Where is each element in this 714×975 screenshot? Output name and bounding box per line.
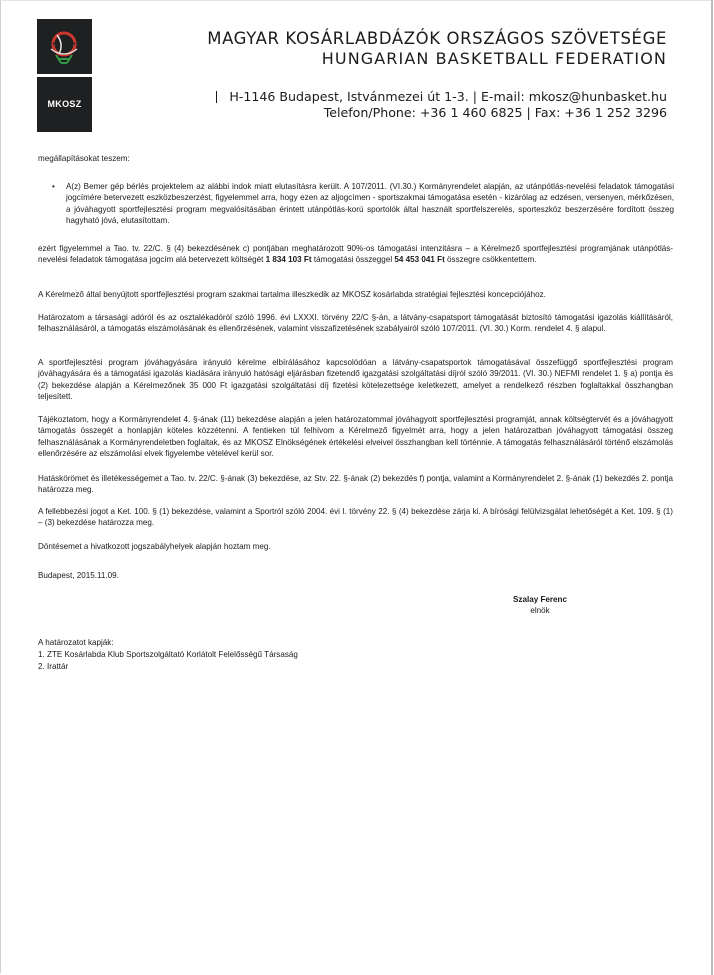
org-name-english: HUNGARIAN BASKETBALL FEDERATION [321, 49, 667, 68]
recipients-label: A határozatot kapják: [38, 638, 114, 647]
paragraph-fee: A sportfejlesztési program jóváhagyására irányuló kérelme elbírálásához kapcsolódóan a látvány-csapatsportok támogatásával összefüggő sportfejlesztési program jóváhagyására és a támogatási igazolás kiadására irányuló hatósági eljárásban fizetendő igazgatási szolgáltatási díjról szóló 39/2011. (VI. 30.) NEFMI rendelet 1. § a) pontja és (2) bekezdése alapján a Kérelmezőnek 35 000 Ft igazgatási szolgáltatási díj fizetési kötelezettsége keletkezett, amelyet a rendelkező részben foglaltakkal összhangban teljesített. [38, 358, 673, 402]
paragraph-notice: Tájékoztatom, hogy a Kormányrendelet 4. §-ának (11) bekezdése alapján a jelen határozatommal jóváhagyott sportfejlesztési programját, annak költségtervét és a jóváhagyott támogatás összegét a honlapján köteles közzétenni. A fentieken túl felhívom a Kérelmező figyelmét arra, hogy a jelen határozatban jóváhagyott támogatási összeg felhasználásának a Kormányrendeletben foglaltak, és az MKOSZ Elnökségének értékelési elveivel összhangban kell történnie. A támogatás felhasználásáról történő elszámolás ellenőrzésére az elszámolási elvek figyelembe vételével kerül sor. [38, 415, 673, 459]
mkosz-wordmark-logo [37, 77, 92, 132]
paragraph-reduction-text-b: támogatási összeggel [311, 255, 395, 265]
basketball-emblem-icon [37, 19, 92, 74]
amount-reduced: 54 453 041 Ft [394, 255, 445, 265]
paragraph-legal-basis: Határozatom a társasági adóról és az osztalékadóról szóló 1996. évi LXXXI. törvény 22/C §-án, a látvány-csapatsport támogatását biztosító támogatási igazolás kiállításáról, felhasználásáról, a támogatás elszámolásának és ellenőrzésének, valamint visszafizetésének szabályairól szóló 107/2011. (VI. 30.) Korm. rendelet 4. § alapul. [38, 313, 673, 334]
phone-fax-line: Telefon/Phone: +36 1 460 6825 | Fax: +36 1 252 3296 [323, 105, 667, 120]
paragraph-competence: Hatáskörömet és illetékességemet a Tao. tv. 22/C. §-ának (3) bekezdése, az Stv. 22. §-ának (2) bekezdés f) pontja, valamint a Kormányrendelet 2. §-ának (1) bekezdés 2. pontja határozza meg. [38, 474, 673, 495]
recipient-item: 2. Irattár [38, 662, 69, 671]
recipient-item: 1. ZTE Kosárlabda Klub Sportszolgáltató Korlátolt Felelősségű Társaság [38, 650, 298, 659]
paragraph-appeal: A fellebbezési jogot a Ket. 100. § (1) bekezdése, valamint a Sportról szóló 2004. évi I. törvény 22. § (4) bekezdése zárja ki. A bírósági felülvizsgálat lehetőségét a Ket. 109. § (1) – (3) bekezdése határozza meg. [38, 507, 673, 528]
bullet-icon: • [52, 182, 55, 191]
paragraph-reduction [38, 243, 673, 266]
address-email-line: H-1146 Budapest, Istvánmezei út 1-3. | E-mail: mkosz@hunbasket.hu [229, 89, 667, 104]
signatory-name: Szalay Ferenc [513, 595, 567, 604]
bullet-text: A(z) Bemer gép bérlés projektelem az alábbi indok miatt elutasításra került. A 107/2011. (VI.30.) Kormányrendelet alapján, az utánpótlás-nevelési feladatok támogatási jogcímére betervezett eszközbeszerzést, figyelemmel arra, hogy ezen az aljogcímen - sportszakmai támogatása esetén - kizárólag az edzésen, versenyen, mérkőzésen, a jóváhagyott sportfejlesztési program megvalósításában érintett utánpótlás-korú sportolók által használt sportfelszerelés, sporteszköz beszerzésére fordított összeg hagyható jóvá, elutasítottam. [66, 182, 674, 226]
amount-support: 1 834 103 Ft [265, 255, 312, 265]
logo-text: MKOSZ [47, 99, 82, 109]
place-date: Budapest, 2015.11.09. [38, 571, 119, 580]
mkosz-emblem-logo [37, 19, 92, 74]
paragraph-decision: Döntésemet a hivatkozott jogszabályhelyek alapján hoztam meg. [38, 542, 271, 551]
address-divider [216, 91, 217, 103]
intro-line: megállapításokat teszem: [38, 154, 130, 163]
page-edge-rule [711, 0, 713, 975]
paragraph-strategy: A Kérelmező által benyújtott sportfejlesztési program szakmai tartalma illeszkedik az MKOSZ kosárlabda stratégiai fejlesztési koncepciójához. [38, 290, 546, 299]
signatory-role: elnök [530, 606, 550, 615]
paragraph-reduction-text-c: összegre csökkentettem. [444, 255, 537, 265]
org-name-hungarian: MAGYAR KOSÁRLABDÁZÓK ORSZÁGOS SZÖVETSÉGE [207, 29, 667, 48]
paragraph-reduction-text-a: ezért figyelemmel a Tao. tv. 22/C. § (4) bekezdésének c) pontjában meghatározott 90%-os támogatási intenzitásra – a Kérelmező sportfejlesztési programjának utánpótlás-nevelési feladatok támogatása jogcím alá betervezett költségét [38, 244, 673, 265]
